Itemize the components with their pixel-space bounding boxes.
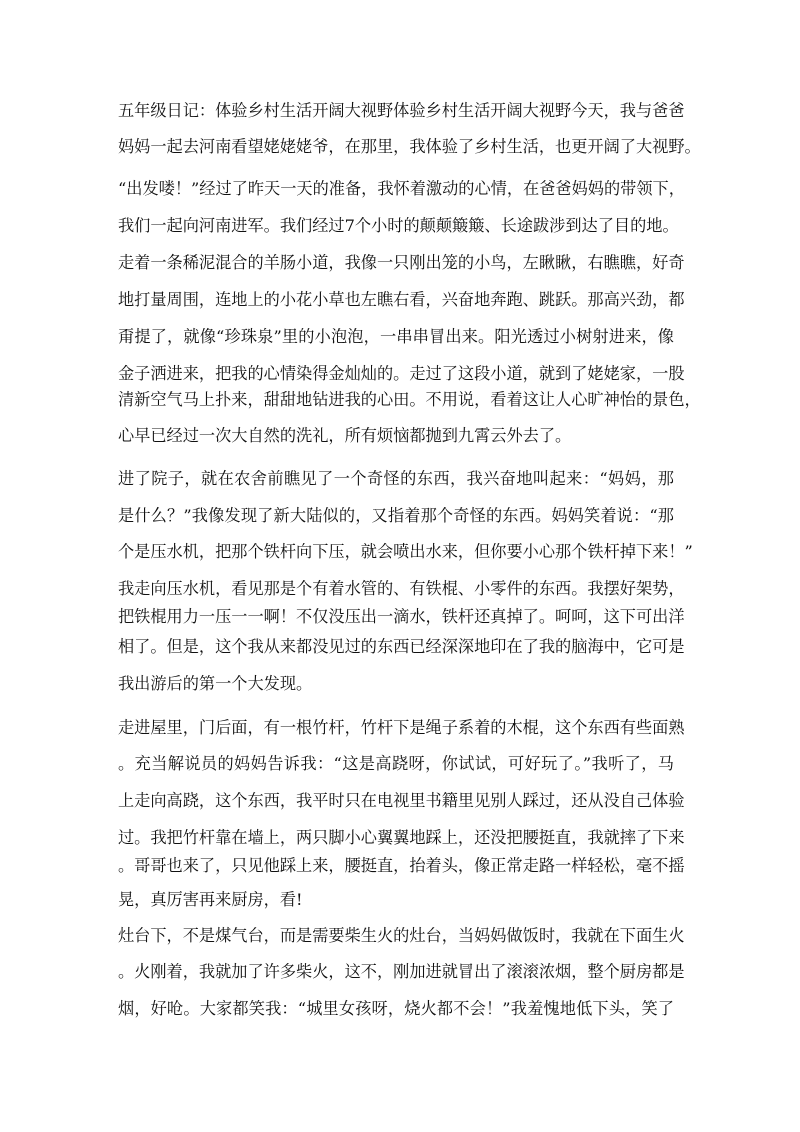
text-line: 我们一起向河南进军。我们经过7个小时的颠颠簸簸、长途跋涉到达了目的地。 — [118, 216, 679, 235]
text-line: 晃，真厉害再来厨房，看! — [118, 890, 303, 909]
text-line: 。哥哥也来了，只见他踩上来，腰挺直，抬着头，像正常走路一样轻松，毫不摇 — [118, 856, 685, 875]
text-line: 妈妈一起去河南看望姥姥姥爷，在那里，我体验了乡村生活，也更开阔了大视野。 — [118, 137, 701, 156]
text-line: 过。我把竹杆靠在墙上，两只脚小心翼翼地踩上，还没把腰挺直，我就摔了下来 — [118, 828, 685, 847]
text-line: 我出游后的第一个大发现。 — [118, 674, 313, 693]
text-line: 走着一条稀泥混合的羊肠小道，我像一只刚出笼的小鸟，左瞅瞅，右瞧瞧，好奇 — [118, 253, 685, 272]
text-line: 甭提了，就像“珍珠泉”里的小泡泡，一串串冒出来。阳光透过小树射进来，像 — [118, 327, 674, 346]
text-line: 烟，好呛。大家都笑我：“城里女孩呀，烧火都不会！”我羞愧地低下头，笑了 — [118, 999, 674, 1018]
text-line: 进了院子，就在农舍前瞧见了一个奇怪的东西，我兴奋地叫起来：“妈妈，那 — [118, 469, 674, 488]
text-line: 五年级日记：体验乡村生活开阔大视野体验乡村生活开阔大视野今天，我与爸爸 — [118, 101, 685, 120]
text-line: 金子洒进来，把我的心情染得金灿灿的。走过了这段小道，就到了姥姥家，一股 — [118, 364, 685, 383]
text-line: “出发喽！”经过了昨天一天的准备，我怀着激动的心情，在爸爸妈妈的带领下， — [118, 179, 685, 198]
text-line: 。充当解说员的妈妈告诉我：“这是高跷呀，你试试，可好玩了。”我听了，马 — [118, 754, 674, 773]
text-line: 心早已经过一次大自然的洗礼，所有烦恼都抛到九霄云外去了。 — [118, 426, 572, 445]
text-line: 我走向压水机，看见那是个有着水管的、有铁棍、小零件的东西。我摆好架势， — [118, 579, 685, 598]
text-line: 灶台下，不是煤气台，而是需要柴生火的灶台，当妈妈做饭时，我就在下面生火 — [118, 926, 685, 945]
text-line: 相了。但是，这个我从来都没见过的东西已经深深地印在了我的脑海中，它可是 — [118, 637, 685, 656]
text-line: 走进屋里，门后面，有一根竹杆，竹杆下是绳子系着的木棍，这个东西有些面熟 — [118, 718, 685, 737]
text-line: 地打量周围，连地上的小花小草也左瞧右看，兴奋地奔跑、跳跃。那高兴劲，都 — [118, 290, 685, 309]
text-line: 。火刚着，我就加了许多柴火，这不，刚加进就冒出了滚滚浓烟，整个厨房都是 — [118, 962, 685, 981]
text-line: 个是压水机，把那个铁杆向下压，就会喷出水来，但你要小心那个铁杆掉下来！” — [118, 542, 693, 561]
text-line: 上走向高跷，这个东西，我平时只在电视里书籍里见别人踩过，还从没自己体验 — [118, 791, 685, 810]
text-line: 把铁棍用力一压一一啊！不仅没压出一滴水，铁杆还真掉了。呵呵，这下可出洋 — [118, 607, 685, 626]
text-line: 是什么？”我像发现了新大陆似的，又指着那个奇怪的东西。妈妈笑着说：“那 — [118, 506, 674, 525]
text-line: 清新空气马上扑来，甜甜地钻进我的心田。不用说，看着这让人心旷神怡的景色， — [118, 390, 701, 409]
